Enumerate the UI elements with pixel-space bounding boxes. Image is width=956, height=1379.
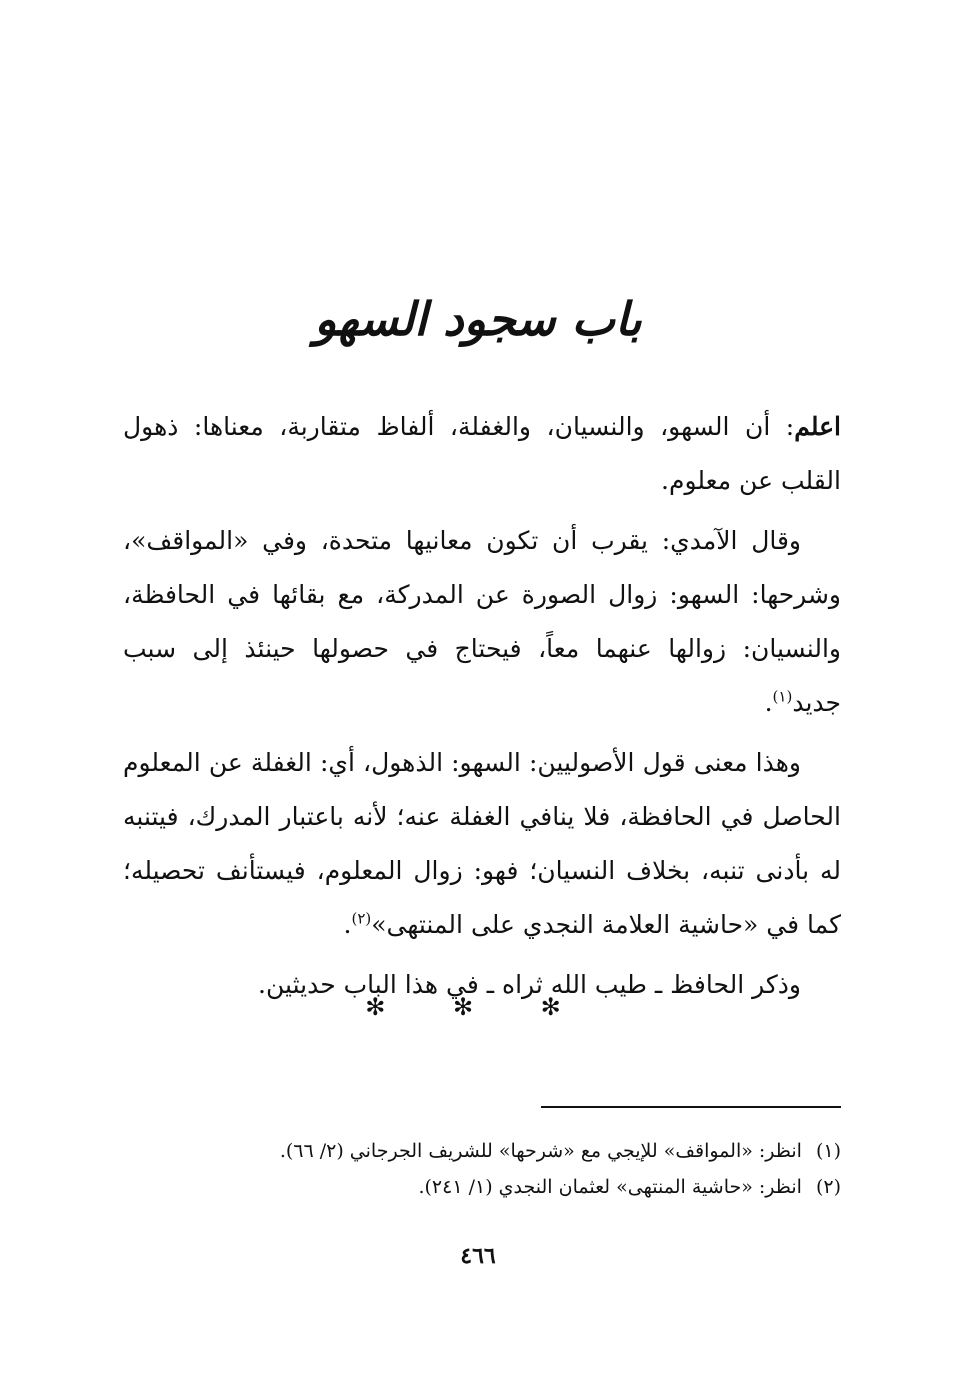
footnote-ref-2[interactable]: (٢) (351, 909, 372, 928)
paragraph-1-text: : أن السهو، والنسيان، والغفلة، ألفاظ متقاربة، معناها: ذهول القلب عن معلوم. (123, 412, 841, 495)
paragraph-2 (123, 514, 841, 730)
footnote-divider (541, 1106, 841, 1108)
footnote-2-text: انظر: «حاشية المنتهى» لعثمان النجدي (١/ ٢٤١). (418, 1176, 802, 1198)
paragraph-3-end: . (343, 910, 352, 939)
body-text (123, 400, 841, 1018)
section-separator: ✻ ✻ ✻ (365, 993, 591, 1021)
footnote-1 (123, 1133, 841, 1169)
paragraph-lead-word: اعلم (794, 412, 841, 441)
paragraph-4-text: وذكر الحافظ ـ طيب الله ثراه ـ في هذا الباب حديثين. (258, 970, 801, 999)
paragraph-1 (123, 400, 841, 508)
paragraph-2-end: . (764, 688, 773, 717)
paragraph-3-text: وهذا معنى قول الأصوليين: السهو: الذهول، أي: الغفلة عن المعلوم الحاصل في الحافظة، فلا ينافي الغفلة عنه؛ لأنه باعتبار المدرك، فيتنبه له بأدنى تنبه، بخلاف النسيان؛ فهو: زوال المعلوم، فيستأنف تحصيله؛ كما في «حاشية العلامة النجدي على المنتهى» (123, 748, 841, 939)
footnote-2 (123, 1169, 841, 1205)
footnote-1-number: (١) (815, 1140, 841, 1162)
paragraph-2-text: وقال الآمدي: يقرب أن تكون معانيها متحدة، وفي «المواقف»، وشرحها: السهو: زوال الصورة عن المدركة، مع بقائها في الحافظة، والنسيان: زوالها عنهما معاً، فيحتاج في حصولها حينئذ إلى سبب جديد (123, 526, 841, 717)
footnote-ref-1[interactable]: (١) (772, 687, 793, 706)
footnotes (123, 1133, 841, 1205)
page-number: ٤٦٦ (460, 1243, 496, 1269)
footnote-1-text: انظر: «المواقف» للإيجي مع «شرحها» للشريف الجرجاني (٢/ ٦٦). (279, 1140, 802, 1162)
footnote-2-number: (٢) (815, 1176, 841, 1198)
paragraph-3 (123, 736, 841, 952)
chapter-title: باب سجود السهو (314, 292, 642, 346)
